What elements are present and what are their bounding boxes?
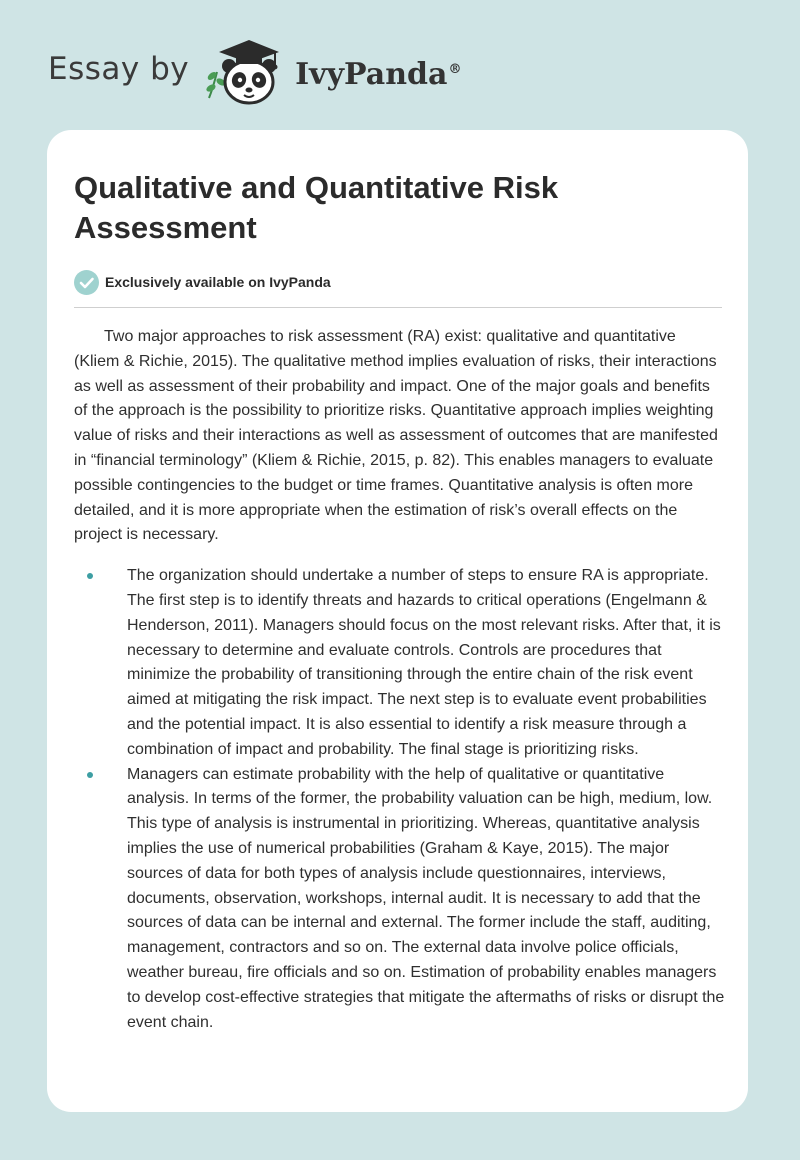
exclusive-badge-text: Exclusively available on IvyPanda	[105, 274, 331, 290]
site-header[interactable]	[48, 36, 461, 108]
essay-card	[47, 130, 748, 1112]
list-item	[74, 763, 727, 1036]
essay-title: Qualitative and Quantitative Risk Assessment	[74, 170, 559, 245]
intro-paragraph: Two major approaches to risk assessment (RA) exist: qualitative and quantitative (Kliem & Richie, 2015). The qualitative method implies evaluation of risks, their interactions as well as assessment of their probability and impact. One of the major goals and benefits of the approach is the possibility to prioritize risks. Quantitative approach implies weighting value of risks and their interactions as well as assessment of outcomes that are manifested in “financial terminology” (Kliem & Richie, 2015, p. 82). This enables managers to evaluate possible contingencies to the budget or time frames. Quantitative analysis is often more detailed, and it is more appropriate when the estimation of risk’s overall effects on the project is necessary.	[74, 328, 718, 544]
essay-by-label: Essay by	[48, 51, 190, 87]
list-item-text: Managers can estimate probability with the help of qualitative or quantitative analysis. In terms of the former, the probability valuation can be high, medium, low. This type of analysis is instrumental in prioritizing. Whereas, quantitative analysis implies the use of numerical probabilities (Graham & Kaye, 2015). The major sources of data for both types of analysis include questionnaires, interviews, documents, observation, workshops, internal audit. It is necessary to add that the sources of data can be internal and external. The former include the staff, auditing, management, contractors and so on. The external data involve police officials, weather bureau, fire officials and so on. Estimation of probability enables managers to develop cost-effective strategies that mitigate the aftermaths of risks or disrupt the event chain.	[127, 765, 725, 1031]
panda-graduate-logo-icon	[203, 36, 291, 108]
bullet-dot	[87, 772, 93, 778]
list-item-text: The organization should undertake a number of steps to ensure RA is appropriate. The first step is to identify threats and hazards to critical operations (Engelmann & Henderson, 2011). Managers should focus on the most relevant risks. After that, it is necessary to determine and evaluate controls. Controls are procedures that minimize the probability of transitioning through the entire chain of the risk event aimed at mitigating the risk impact. The next step is to evaluate event probabilities and the potential impact. It is also essential to identify a risk measure through a combination of impact and probability. The final stage is prioritizing risks.	[127, 567, 721, 758]
exclusive-badge	[74, 268, 722, 296]
brand-name: IvyPanda®	[295, 56, 462, 92]
list-item	[74, 564, 727, 762]
registered-mark: ®	[448, 61, 462, 77]
divider	[74, 307, 722, 308]
check-circle-icon	[74, 270, 99, 295]
bullet-dot	[87, 573, 93, 579]
bullet-list	[74, 564, 725, 1035]
